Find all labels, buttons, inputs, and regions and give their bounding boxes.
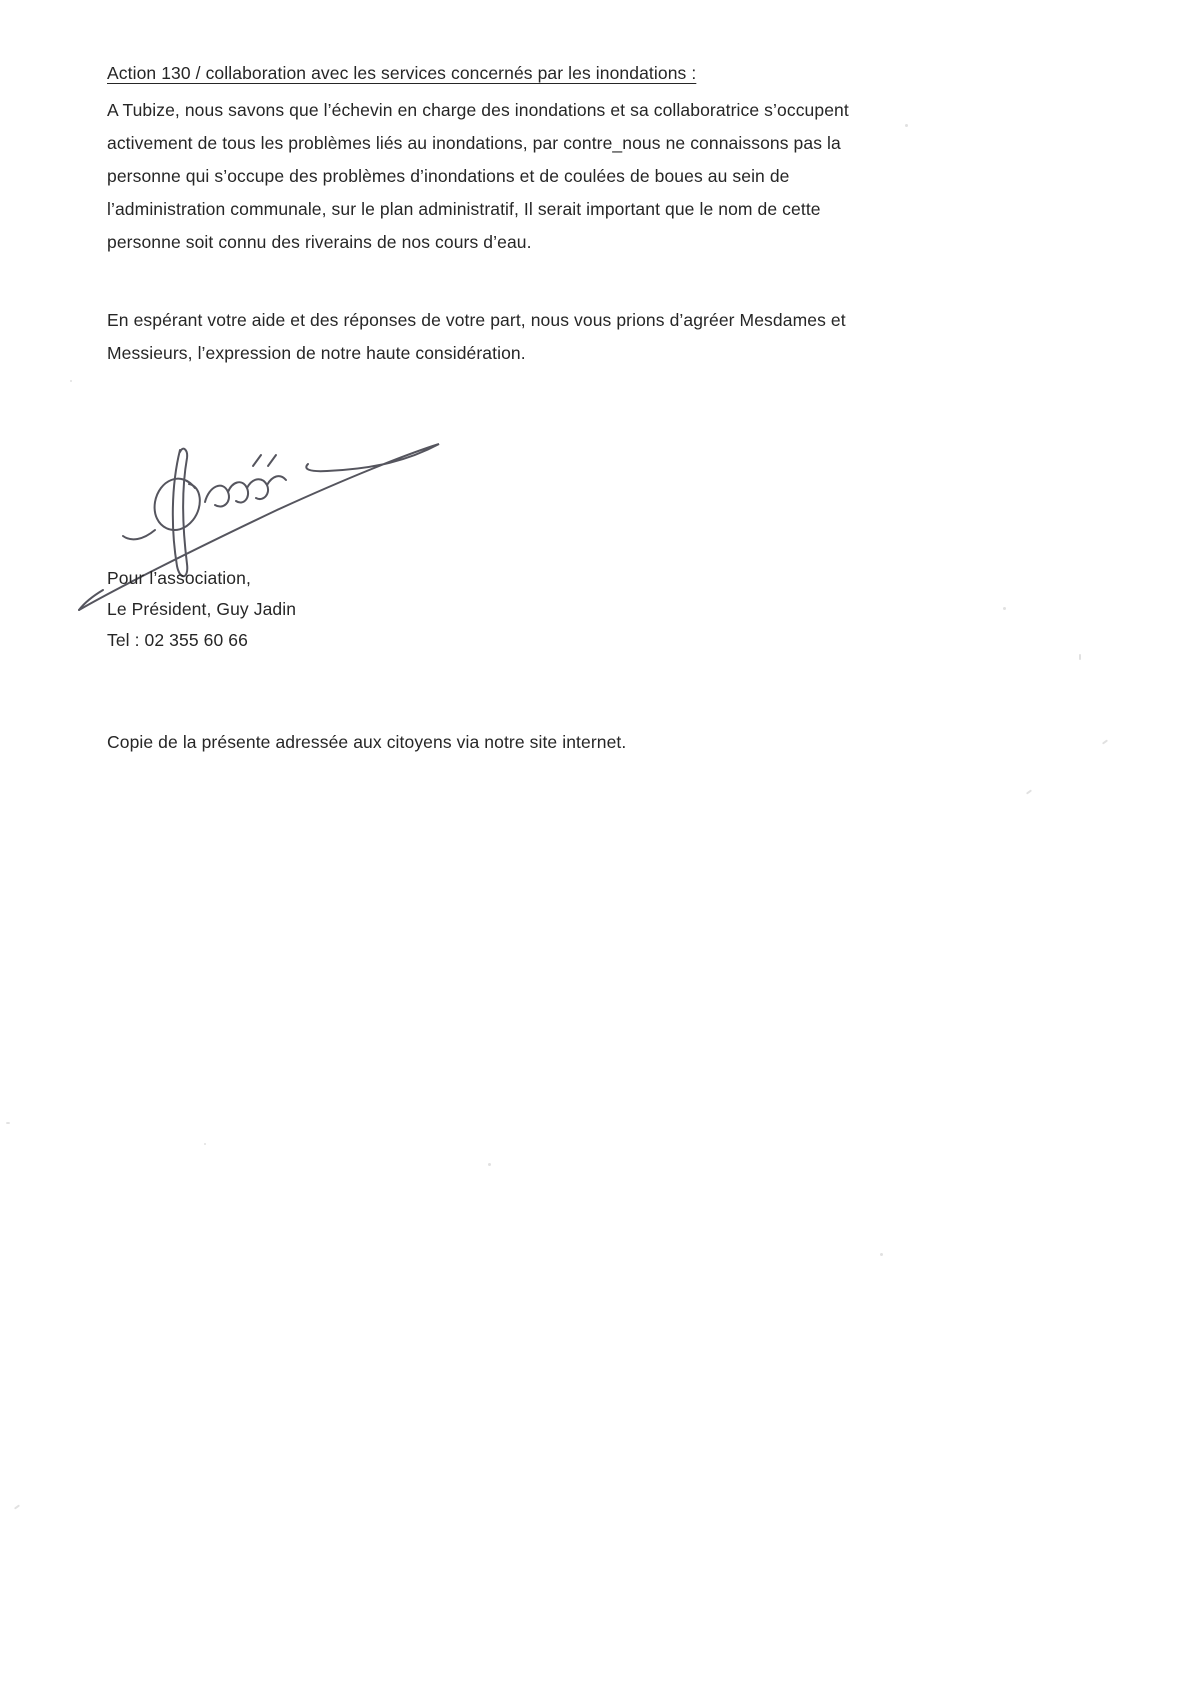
body-line: A Tubize, nous savons que l’échevin en charge des inondations et sa collaboratrice s’occupent (107, 100, 849, 120)
scan-speck (14, 1504, 20, 1509)
body-line: l’administration communale, sur le plan administratif, Il serait important que le nom de cette (107, 199, 821, 219)
scan-speck (1026, 789, 1032, 794)
scan-speck (488, 1163, 491, 1166)
scan-speck (6, 1122, 10, 1124)
closing-line: En espérant votre aide et des réponses de votre part, nous vous prions d’agréer Mesdames et (107, 310, 846, 330)
scan-speck (70, 380, 72, 382)
scan-speck (1102, 739, 1108, 744)
scan-speck (1079, 654, 1081, 660)
signature-org-line: Pour l’association, (107, 568, 251, 588)
closing-line: Messieurs, l’expression de notre haute considération. (107, 343, 526, 363)
scan-speck (905, 124, 908, 127)
scan-speck (880, 1253, 883, 1256)
body-line: activement de tous les problèmes liés au inondations, par contre_nous ne connaissons pas la (107, 133, 841, 153)
scan-speck (1003, 607, 1006, 610)
footer-note: Copie de la présente adressée aux citoyens via notre site internet. (107, 732, 627, 752)
body-line: personne qui s’occupe des problèmes d’inondations et de coulées de boues au sein de (107, 166, 790, 186)
body-line: personne soit connu des riverains de nos cours d’eau. (107, 232, 532, 252)
signature-phone-line: Tel : 02 355 60 66 (107, 630, 248, 650)
signature-name-line: Le Président, Guy Jadin (107, 599, 297, 619)
section-heading: Action 130 / collaboration avec les services concernés par les inondations : (107, 63, 697, 83)
scan-speck (204, 1143, 206, 1145)
